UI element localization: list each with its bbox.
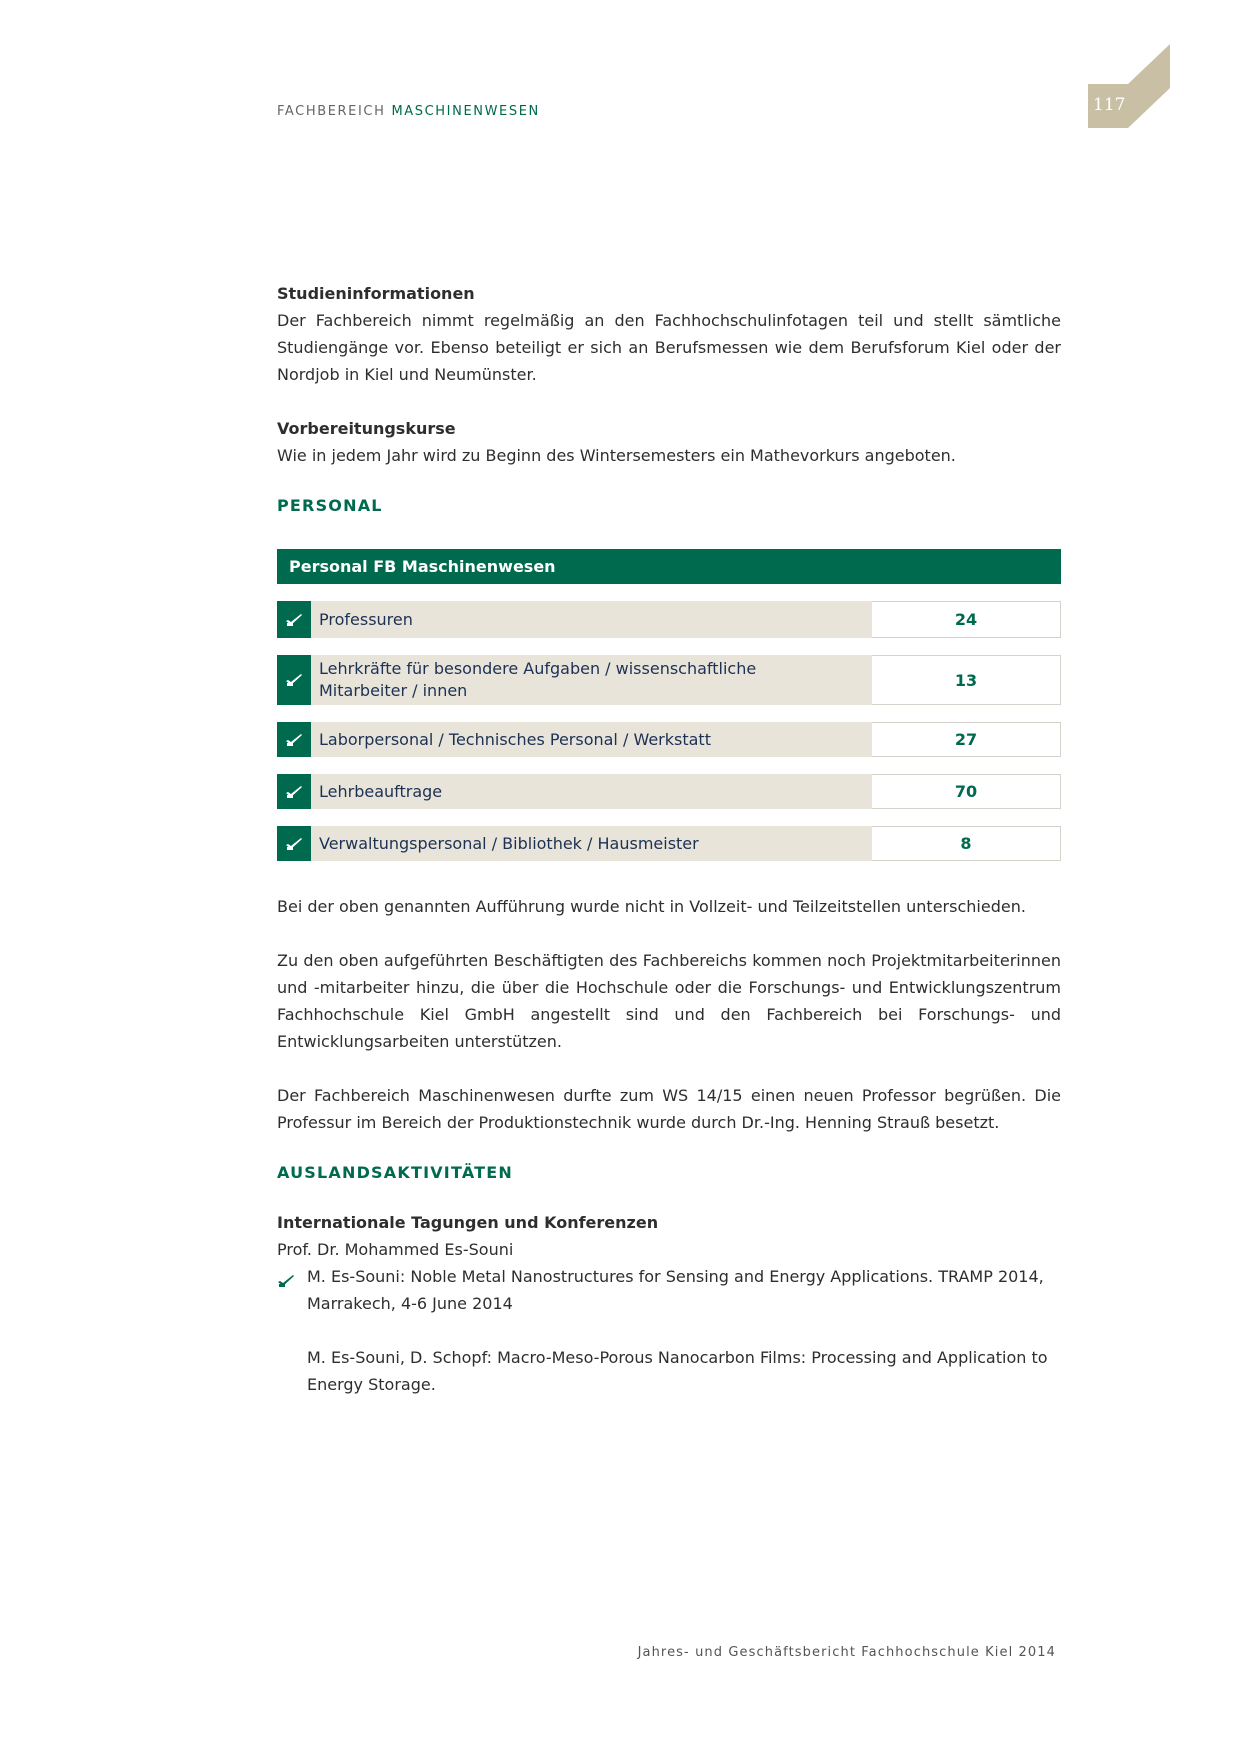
check-icon: [277, 655, 311, 705]
table-row: [277, 826, 1061, 861]
table-row: [277, 601, 1061, 638]
personal-para-2: Zu den oben aufgeführten Beschäftigten des Fachbereichs kommen noch Projektmitarbeiterinnen und -mitarbeiter hinzu, die über die Hochschule oder die Forschungs- und Entwicklungszentrum Fachhochschule Kiel GmbH angestellt sind und den Fachbereich bei Forschungs- und Entwicklungsarbeiten unterstützen.: [277, 951, 1061, 1051]
row-label: Verwaltungspersonal / Bibliothek / Hausmeister: [311, 826, 872, 861]
row-value: 27: [872, 722, 1061, 757]
row-value: 8: [872, 826, 1061, 861]
row-label: Lehrkräfte für besondere Aufgaben / wissenschaftliche Mitarbeiter / innen: [311, 655, 872, 705]
reference-text: M. Es-Souni, D. Schopf: Macro-Meso-Porous Nanocarbon Films: Processing and Application to Energy Storage.: [307, 1348, 1048, 1394]
main-content: [277, 280, 1061, 1398]
studieninfo-heading: Studieninformationen: [277, 284, 475, 303]
row-value: 13: [872, 655, 1061, 705]
check-icon: [277, 774, 311, 809]
check-icon: [277, 601, 311, 638]
row-value: 70: [872, 774, 1061, 809]
reference-list: [277, 1263, 1061, 1398]
row-label: Lehrbeauftrage: [311, 774, 872, 809]
section-label: FACHBEREICH: [277, 104, 386, 119]
row-label: Laborpersonal / Technisches Personal / Werkstatt: [311, 722, 872, 757]
personal-table: [277, 549, 1061, 861]
list-item: [277, 1344, 1061, 1398]
reference-text: M. Es-Souni: Noble Metal Nanostructures for Sensing and Energy Applications. TRAMP 2014, Marrakech, 4-6 June 2014: [307, 1267, 1044, 1313]
studieninfo-text: Der Fachbereich nimmt regelmäßig an den Fachhochschulinfotagen teil und stellt sämtliche Studiengänge vor. Ebenso beteiligt er sich an Berufsmessen wie dem Berufsforum Kiel oder der Nordjob in Kiel und Neumünster.: [277, 311, 1061, 384]
ausland-person: Prof. Dr. Mohammed Es-Souni: [277, 1240, 514, 1259]
table-row: [277, 774, 1061, 809]
running-head: [277, 104, 540, 119]
page-tab-shape: [1088, 44, 1170, 128]
table-title: Personal FB Maschinenwesen: [277, 549, 1061, 584]
list-item: [277, 1263, 1061, 1317]
check-icon: [277, 722, 311, 757]
footer-text: Jahres- und Geschäftsbericht Fachhochschule Kiel 2014: [637, 1645, 1056, 1660]
personal-heading: PERSONAL: [277, 496, 383, 515]
page-number: 117: [1093, 95, 1126, 115]
check-icon: [277, 826, 311, 861]
ausland-heading: AUSLANDSAKTIVITÄTEN: [277, 1163, 514, 1182]
table-row: [277, 722, 1061, 757]
row-value: 24: [872, 601, 1061, 638]
section-name: MASCHINENWESEN: [391, 104, 540, 119]
personal-note: Bei der oben genannten Aufführung wurde nicht in Vollzeit- und Teilzeitstellen unterschieden.: [277, 897, 1026, 916]
page-number-tab: [1088, 44, 1170, 128]
vorbereitung-text: Wie in jedem Jahr wird zu Beginn des Wintersemesters ein Mathevorkurs angeboten.: [277, 446, 956, 465]
ausland-subheading: Internationale Tagungen und Konferenzen: [277, 1213, 659, 1232]
row-label: Professuren: [311, 601, 872, 638]
vorbereitung-heading: Vorbereitungskurse: [277, 419, 456, 438]
check-icon: [277, 1269, 295, 1296]
personal-para-3: Der Fachbereich Maschinenwesen durfte zum WS 14/15 einen neuen Professor begrüßen. Die Professur im Bereich der Produktionstechnik wurde durch Dr.-Ing. Henning Strauß besetzt.: [277, 1086, 1061, 1132]
table-row: [277, 655, 1061, 705]
